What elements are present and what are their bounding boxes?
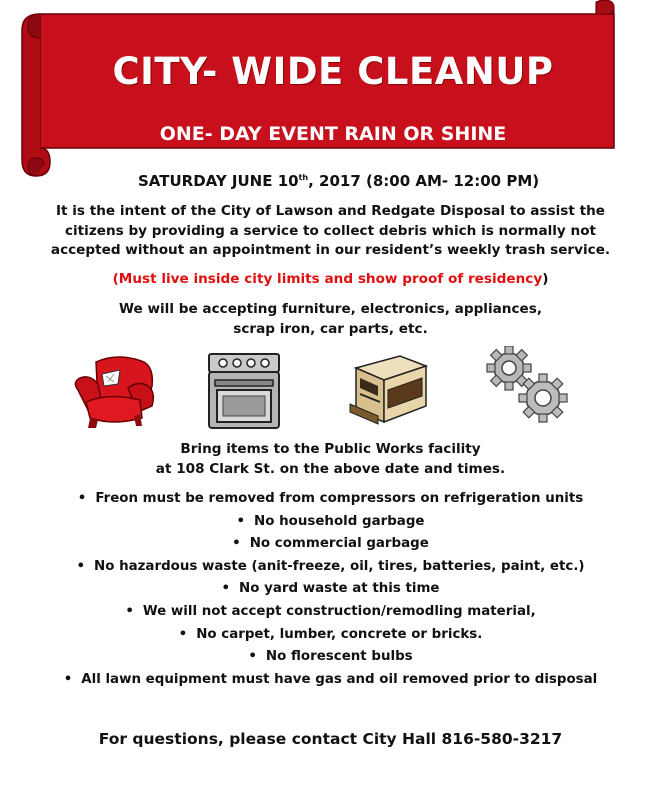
event-title: CITY- WIDE CLEANUP: [112, 50, 554, 93]
intro-line: It is the intent of the City of Lawson and Redgate Disposal to assist the: [55, 203, 606, 219]
bullet-icon: •: [236, 513, 246, 529]
rule-item: [0, 646, 661, 669]
rule-text: No carpet, lumber, concrete or bricks.: [196, 626, 483, 642]
accepted-items: [20, 299, 641, 339]
rule-item: [0, 556, 661, 579]
bullet-icon: •: [232, 536, 241, 552]
rule-text: Freon must be removed from compressors on refrigeration units: [95, 491, 584, 506]
bullet-icon: •: [77, 491, 87, 506]
rule-item: [0, 624, 661, 647]
rule-item: [0, 601, 661, 624]
rule-text: No commercial garbage: [249, 536, 429, 552]
contact-info: For questions, please contact City Hall 816-580-3217: [98, 730, 563, 748]
event-date: [138, 172, 539, 190]
gears-icon: [483, 346, 573, 424]
car-parts-icon: [348, 350, 430, 428]
bullet-icon: •: [63, 671, 73, 687]
accepted-line: scrap iron, car parts, etc.: [233, 321, 428, 337]
event-date-ordinal: th: [298, 173, 309, 182]
rule-item: [0, 533, 661, 556]
armchair-icon: [68, 352, 160, 430]
notice-text: Must live inside city limits and show proof of residency: [118, 271, 543, 287]
bullet-icon: •: [125, 603, 134, 619]
intro-paragraph: [20, 202, 641, 261]
dropoff-line: at 108 Clark St. on the above date and times.: [155, 461, 506, 477]
rule-text: No yard waste at this time: [239, 581, 440, 597]
event-subtitle: ONE- DAY EVENT RAIN OR SHINE: [159, 123, 507, 145]
rule-text: No hazardous waste (anit-freeze, oil, tires, batteries, paint, etc.): [94, 558, 585, 574]
rule-item: [0, 669, 661, 692]
bullet-icon: •: [248, 649, 257, 665]
intro-line: accepted without an appointment in our resident’s weekly trash service.: [50, 242, 611, 258]
intro-line: citizens by providing a service to collect debris which is normally not: [64, 222, 597, 239]
stove-icon: [205, 350, 283, 432]
rule-text: All lawn equipment must have gas and oil removed prior to disposal: [81, 671, 598, 687]
rule-text: No household garbage: [254, 513, 425, 529]
event-date-time: , 2017 (8:00 AM- 12:00 PM): [308, 172, 540, 190]
bullet-icon: •: [76, 558, 85, 574]
event-date-main: SATURDAY JUNE 10: [138, 172, 299, 190]
residency-notice: [20, 271, 641, 287]
dropoff-line: Bring items to the Public Works facility: [180, 441, 481, 457]
rules-list: [0, 488, 661, 691]
rule-item: [0, 578, 661, 601]
rule-item: [0, 511, 661, 534]
bullet-icon: •: [178, 626, 188, 642]
notice-close-paren: ): [542, 271, 549, 287]
bullet-icon: •: [221, 581, 231, 597]
rule-item: [0, 488, 661, 511]
rule-text: No florescent bulbs: [265, 649, 413, 665]
rule-text: We will not accept construction/remodling material,: [142, 603, 536, 619]
dropoff-location: [20, 439, 641, 479]
notice-open-paren: (: [112, 271, 119, 287]
accepted-line: We will be accepting furniture, electronics, appliances,: [119, 301, 542, 317]
banner-scroll: [0, 0, 661, 190]
